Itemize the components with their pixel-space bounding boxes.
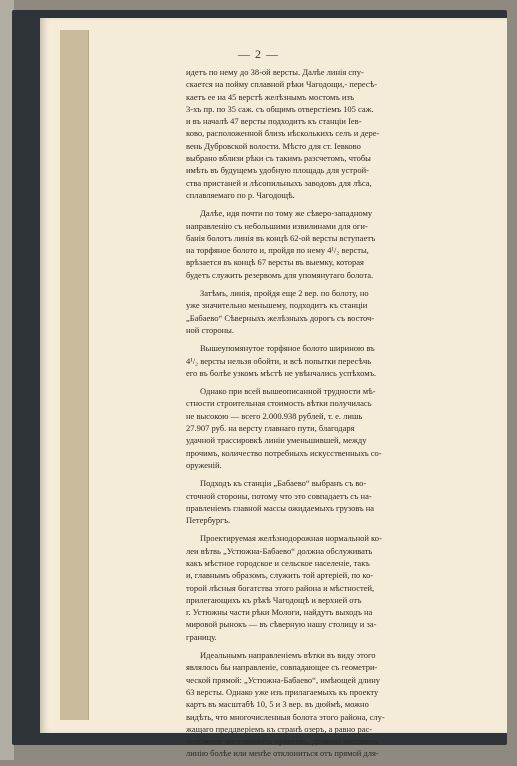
text-line: 3-хъ пр. по 35 саж. съ общимъ отверстіемъ 105 саж. [186,103,374,114]
text-line: картъ въ масштабѣ 10, 5 и 3 вер. въ дюймѣ, можно [186,699,369,710]
text-line: 27.907 руб. на версту главнаго пути, благодаря [186,423,355,434]
paragraph [186,66,412,201]
text-line: Идеальнымъ направленіемъ вѣтки въ виду этого [200,650,376,661]
text-line: Вышеупомянутое торфяное болото шириною въ [200,343,375,354]
text-line: границу. [186,631,217,642]
text-line: правленіемъ главной массы ожидаемыхъ грузовъ на [186,502,375,513]
text-line: Подходъ къ станціи „Бабаево“ выбранъ съ во- [200,478,367,489]
text-line: Проектируемая желѣзнодорожная нормальной ко- [200,533,382,544]
text-line: 4¹/₂ версты нельзя обойти, и всѣ попытки пересѣчь [186,355,372,366]
text-line: ства пристаней и лѣсопильныхъ заводовъ для лѣса, [186,177,372,188]
text-line: идетъ по нему до 38-ой версты. Далѣе линія спу- [186,67,364,77]
text-line: мировой рынокъ — въ сѣверную нашу столицу и за- [186,619,377,630]
paragraph [186,385,412,471]
paragraph [186,477,412,526]
text-line: видѣть, что многочисленныя болота этого района, слу- [186,711,385,722]
text-line: положеніе населенныхъ пунктовъ, должны заставить [186,736,378,747]
text-line: оруженій. [186,459,222,470]
text-line: направленію съ небольшими извилинами для оги- [186,220,368,231]
paragraph [186,287,412,336]
text-line: Однако при всей вышеописанной трудности мѣ- [200,386,376,397]
text-line: ной стороны. [186,324,234,335]
text-line: сплавляемаго по р. Чагодощѣ. [186,189,295,200]
text-line: сточной стороны, потому что это совпадаетъ съ на- [186,490,372,501]
text-line: имѣть въ будущемъ удобную площадь для устрой- [186,165,369,176]
text-line: на торфяное болото и, пройдя по нему 4¹/₂ версты, [186,245,369,256]
text-line: банія болотъ линія въ концѣ 62-ой версты вступаетъ [186,232,376,243]
text-line: удачной трассировкѣ линіи уменьшившей, между [186,435,367,446]
text-line: и въ началѣ 47 версты подходитъ къ станціи Іев- [186,116,362,127]
text-line: вень Дубровской волости. Мѣсто для ст. Іевково [186,140,361,151]
paragraph [186,649,412,760]
text-line: прочимъ, количество потребныхъ искусственныхъ со- [186,447,382,458]
paragraph [186,342,412,379]
text-line: его въ болѣе узкомъ мѣстѣ не увѣнчались успѣхомъ. [186,367,377,378]
paragraph [186,207,412,281]
text-line: будетъ служить резервомъ для упомянутаго болота. [186,269,374,280]
text-line: Петербургъ. [186,515,231,526]
text-line: прилегающихъ къ рѣкѣ Чагодощѣ и верхней отъ [186,594,362,605]
text-line: 63 версты. Однако уже изъ прилагаемыхъ къ проекту [186,686,379,697]
text-line: „Бабаево“ Сѣверныхъ желѣзныхъ дорогъ съ восточ- [186,312,375,323]
paragraph [186,532,412,643]
text-line: являлось бы направленіе, совпадающее съ геометри- [186,662,378,673]
text-line: не высокою — всего 2.000.938 рублей, т. е. лишь [186,410,363,421]
text-line: леи вѣтвь „Устюжна-Бабаево“ должна обслуживать [186,545,373,556]
text-line: Затѣмъ, линія, пройдя еще 2 вер. по болоту, но [200,288,369,299]
text-line: врѣзается въ концѣ 67 версты въ выемку, которая [186,257,364,268]
text-line: стности строительная стоимость вѣтки получилась [186,398,372,409]
body-text [186,66,412,766]
text-line: уже значительно меньшему, подходитъ къ станціи [186,300,368,311]
text-line: скается на пойму сплавной рѣки Чагодощи,- пересѣ- [186,79,378,90]
page-number: — 2 — [238,47,279,61]
text-line: какъ мѣстное городское и сельское населеніе, такъ [186,557,370,568]
folded-page-edge [60,30,89,720]
text-line: и, главнымъ образомъ, служить той артеріей, по ко- [186,570,374,581]
text-line: каетъ ее на 45 верстѣ желѣзнымъ мостомъ изъ [186,91,355,102]
text-line: линію болѣе или менѣе отклониться отъ прямой для- [186,748,379,759]
text-line: г. Устюжны части рѣки Мологи, найдутъ выходъ на [186,607,373,618]
text-line: Далѣе, идя почти по тому же сѣверо-западному [200,208,373,219]
text-line: ково, расположенной близъ нѣсколькихъ селъ и дере- [186,128,380,139]
text-line: жащаго преддверіемъ къ странѣ озеръ, а равно рас- [186,723,373,734]
text-line: выбрано вблизи рѣки съ такимъ разсчетомъ, чтобы [186,153,371,164]
text-line: торой лѣсныя богатства этого района и мѣстностей, [186,582,375,593]
text-line: ческой прямой: „Устюжна-Бабаево“, имѣющей длину [186,674,380,685]
